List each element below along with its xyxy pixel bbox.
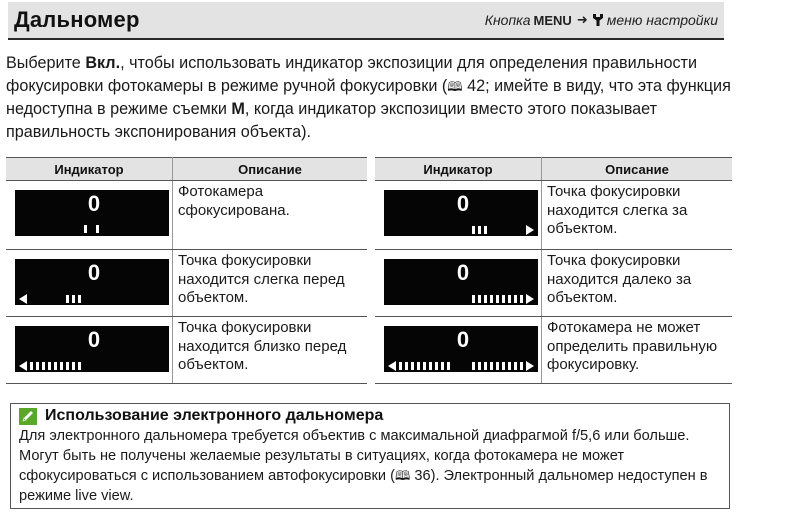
exposure-bars xyxy=(384,326,538,372)
exposure-bars xyxy=(15,190,169,236)
arrow-icon: ➜ xyxy=(576,12,588,27)
note-box xyxy=(10,403,730,509)
pencil-icon xyxy=(19,408,37,425)
indicator-cell xyxy=(6,250,173,317)
intro-paragraph xyxy=(6,52,736,144)
col-indicator: Индикатор xyxy=(6,158,173,181)
col-description: Описание xyxy=(542,158,733,181)
description-cell: Точка фокусировки находится близко перед объектом. xyxy=(173,317,368,384)
exposure-bars xyxy=(384,190,538,236)
table-row xyxy=(375,181,732,250)
note-text: 36). Электронный дальномер недоступен в режиме live view. xyxy=(19,468,708,504)
table-row xyxy=(6,317,367,384)
breadcrumb xyxy=(485,12,718,28)
intro-text: , чтобы использовать индикатор экспозиции для определения правильности фокусировки фотокамеры в режиме ручной фокусировки ( xyxy=(6,54,698,95)
book-icon: 🕮 xyxy=(394,468,411,483)
lcd-indicator xyxy=(384,326,538,372)
col-description: Описание xyxy=(173,158,368,181)
book-icon: 🕮 xyxy=(447,79,463,94)
indicator-cell xyxy=(6,181,173,250)
indicator-table-left xyxy=(6,157,367,384)
page-header xyxy=(8,2,724,40)
indicator-cell xyxy=(375,317,542,384)
note-text: Для электронного дальномера требуется объектив с максимальной диафрагмой f/5,6 или больше. Могут быть не получены желаемые результаты в ситуациях, когда фотокамера не может сфокусироваться с использованием автофокусировки ( xyxy=(19,428,690,484)
description-cell: Точка фокусировки находится слегка за объектом. xyxy=(542,181,733,250)
table-header-row xyxy=(375,158,732,181)
zero-mark: 0 xyxy=(456,327,470,352)
indicator-cell xyxy=(6,317,173,384)
zero-mark: 0 xyxy=(456,260,470,285)
lcd-indicator xyxy=(15,190,169,236)
indicator-cell xyxy=(375,181,542,250)
indicator-table-right xyxy=(375,157,732,384)
menu-button-label: MENU xyxy=(533,12,572,28)
description-cell: Точка фокусировки находится далеко за объектом. xyxy=(542,250,733,317)
description-cell: Фотокамера сфокусирована. xyxy=(173,181,368,250)
table-header-row xyxy=(6,158,367,181)
note-title: Использование электронного дальномера xyxy=(45,407,384,424)
lcd-indicator xyxy=(15,326,169,372)
indicator-cell xyxy=(375,250,542,317)
crumb-prefix: Кнопка xyxy=(484,12,531,28)
exposure-bars xyxy=(15,259,169,305)
zero-mark: 0 xyxy=(87,260,101,285)
zero-mark: 0 xyxy=(456,191,470,216)
crumb-suffix: меню настройки xyxy=(606,12,718,28)
intro-text: Выберите xyxy=(6,54,86,72)
description-cell: Точка фокусировки находится слегка перед объектом. xyxy=(173,250,368,317)
table-row xyxy=(6,181,367,250)
table-row xyxy=(6,250,367,317)
mode-m: M xyxy=(231,100,245,118)
page-title: Дальномер xyxy=(14,7,140,32)
lcd-indicator xyxy=(15,259,169,305)
lcd-indicator xyxy=(384,190,538,236)
intro-text: , когда индикатор экспозиции вместо этого показывает правильность экспонирования объекта). xyxy=(6,100,658,141)
exposure-bars xyxy=(384,259,538,305)
lcd-indicator xyxy=(384,259,538,305)
note-heading xyxy=(19,407,721,425)
note-body xyxy=(19,426,721,506)
intro-text: 42; имейте в виду, что эта функция недоступна в режиме съемки xyxy=(6,77,731,118)
wrench-icon xyxy=(592,13,604,27)
table-row xyxy=(375,250,732,317)
table-row xyxy=(375,317,732,384)
exposure-bars xyxy=(15,326,169,372)
description-cell: Фотокамера не может определить правильную фокусировку. xyxy=(542,317,733,384)
col-indicator: Индикатор xyxy=(375,158,542,181)
zero-mark: 0 xyxy=(87,327,101,352)
zero-mark: 0 xyxy=(87,191,101,216)
on-option: Вкл. xyxy=(85,54,121,72)
